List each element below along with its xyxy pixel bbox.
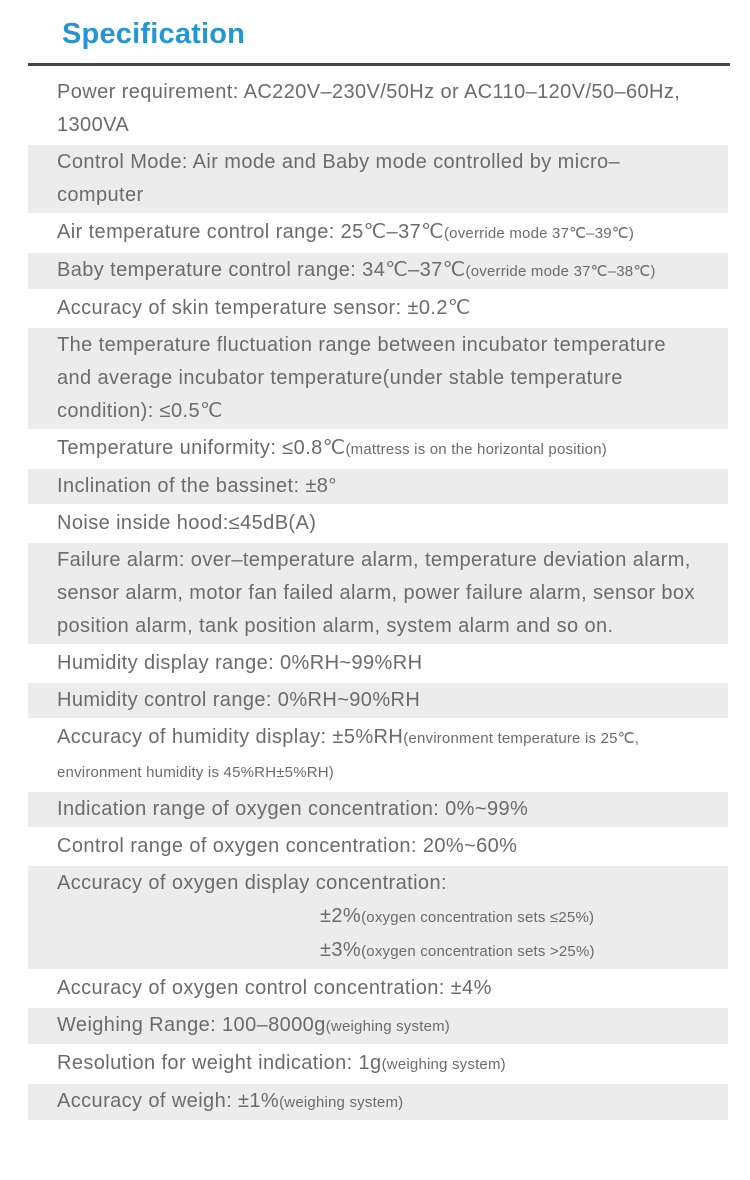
spec-text: Noise inside hood:≤45dB(A) bbox=[57, 512, 317, 534]
spec-row bbox=[28, 720, 728, 790]
spec-text: Baby temperature control range: 34℃–37℃ bbox=[57, 259, 466, 281]
spec-text: Accuracy of oxygen display concentration: bbox=[57, 872, 447, 894]
spec-text: The temperature fluctuation range between incubator temperature and average incubator temperature(under stable temperature condition): ≤0.5℃ bbox=[57, 334, 666, 422]
spec-row bbox=[28, 1046, 728, 1082]
spec-row bbox=[28, 145, 728, 213]
spec-row bbox=[28, 543, 728, 644]
spec-row bbox=[28, 469, 728, 504]
spec-note: (mattress is on the horizontal position) bbox=[345, 441, 607, 458]
spec-text: Humidity display range: 0%RH~99%RH bbox=[57, 652, 423, 674]
spec-note: (weighing system) bbox=[279, 1094, 404, 1111]
spec-list bbox=[28, 75, 730, 1120]
spec-note: (override mode 37℃–39℃) bbox=[443, 225, 635, 242]
spec-row bbox=[28, 253, 728, 289]
spec-text: Weighing Range: 100–8000g bbox=[57, 1014, 326, 1036]
spec-text: Failure alarm: over–temperature alarm, temperature deviation alarm, sensor alarm, motor fan failed alarm, power failure alarm, sensor box position alarm, tank position alarm, system alarm and so on. bbox=[57, 549, 695, 637]
spec-row bbox=[28, 431, 728, 467]
spec-row bbox=[28, 866, 728, 969]
spec-text: Air temperature control range: 25℃–37℃ bbox=[57, 221, 444, 243]
spec-row bbox=[28, 683, 728, 718]
spec-sub-line bbox=[57, 934, 700, 968]
spec-text: Inclination of the bassinet: ±8° bbox=[57, 475, 337, 497]
spec-note: (weighing system) bbox=[381, 1056, 506, 1073]
spec-text: ±2% bbox=[320, 905, 362, 927]
spec-row bbox=[28, 971, 728, 1006]
spec-row bbox=[28, 215, 728, 251]
spec-row bbox=[28, 75, 728, 143]
spec-note: (weighing system) bbox=[325, 1018, 451, 1035]
spec-text: Indication range of oxygen concentration: 0%~99% bbox=[57, 798, 529, 820]
spec-text: Resolution for weight indication: 1g bbox=[57, 1052, 382, 1074]
spec-note: (environment temperature is 25℃, environment humidity is 45%RH±5%RH) bbox=[57, 730, 640, 781]
page-title: Specification bbox=[62, 18, 246, 50]
spec-text: Temperature uniformity: ≤0.8℃ bbox=[57, 437, 346, 459]
spec-text: Control Mode: Air mode and Baby mode controlled by micro–computer bbox=[57, 151, 621, 206]
spec-text: Accuracy of weigh: ±1% bbox=[57, 1090, 280, 1112]
spec-text: Power requirement: AC220V–230V/50Hz or AC110–120V/50–60Hz, 1300VA bbox=[57, 81, 681, 136]
spec-row bbox=[28, 792, 728, 827]
spec-text: Accuracy of humidity display: ±5%RH bbox=[57, 726, 404, 748]
spec-row bbox=[28, 328, 728, 429]
spec-row bbox=[28, 1008, 728, 1044]
spec-row bbox=[28, 506, 728, 541]
spec-row bbox=[28, 1084, 728, 1120]
spec-text: Accuracy of oxygen control concentration: ±4% bbox=[57, 977, 492, 999]
spec-note: (oxygen concentration sets >25%) bbox=[361, 943, 595, 960]
spec-row bbox=[28, 829, 728, 864]
spec-text: Humidity control range: 0%RH~90%RH bbox=[57, 689, 421, 711]
spec-text: Accuracy of skin temperature sensor: ±0.2℃ bbox=[57, 297, 471, 319]
spec-row bbox=[28, 291, 728, 326]
spec-row bbox=[28, 646, 728, 681]
title-divider bbox=[28, 63, 730, 66]
spec-note: (override mode 37℃–38℃) bbox=[465, 263, 656, 280]
spec-sub-line bbox=[57, 900, 700, 934]
spec-note: (oxygen concentration sets ≤25%) bbox=[361, 909, 595, 926]
spec-text: ±3% bbox=[320, 939, 362, 961]
spec-text: Control range of oxygen concentration: 20%~60% bbox=[57, 835, 518, 857]
